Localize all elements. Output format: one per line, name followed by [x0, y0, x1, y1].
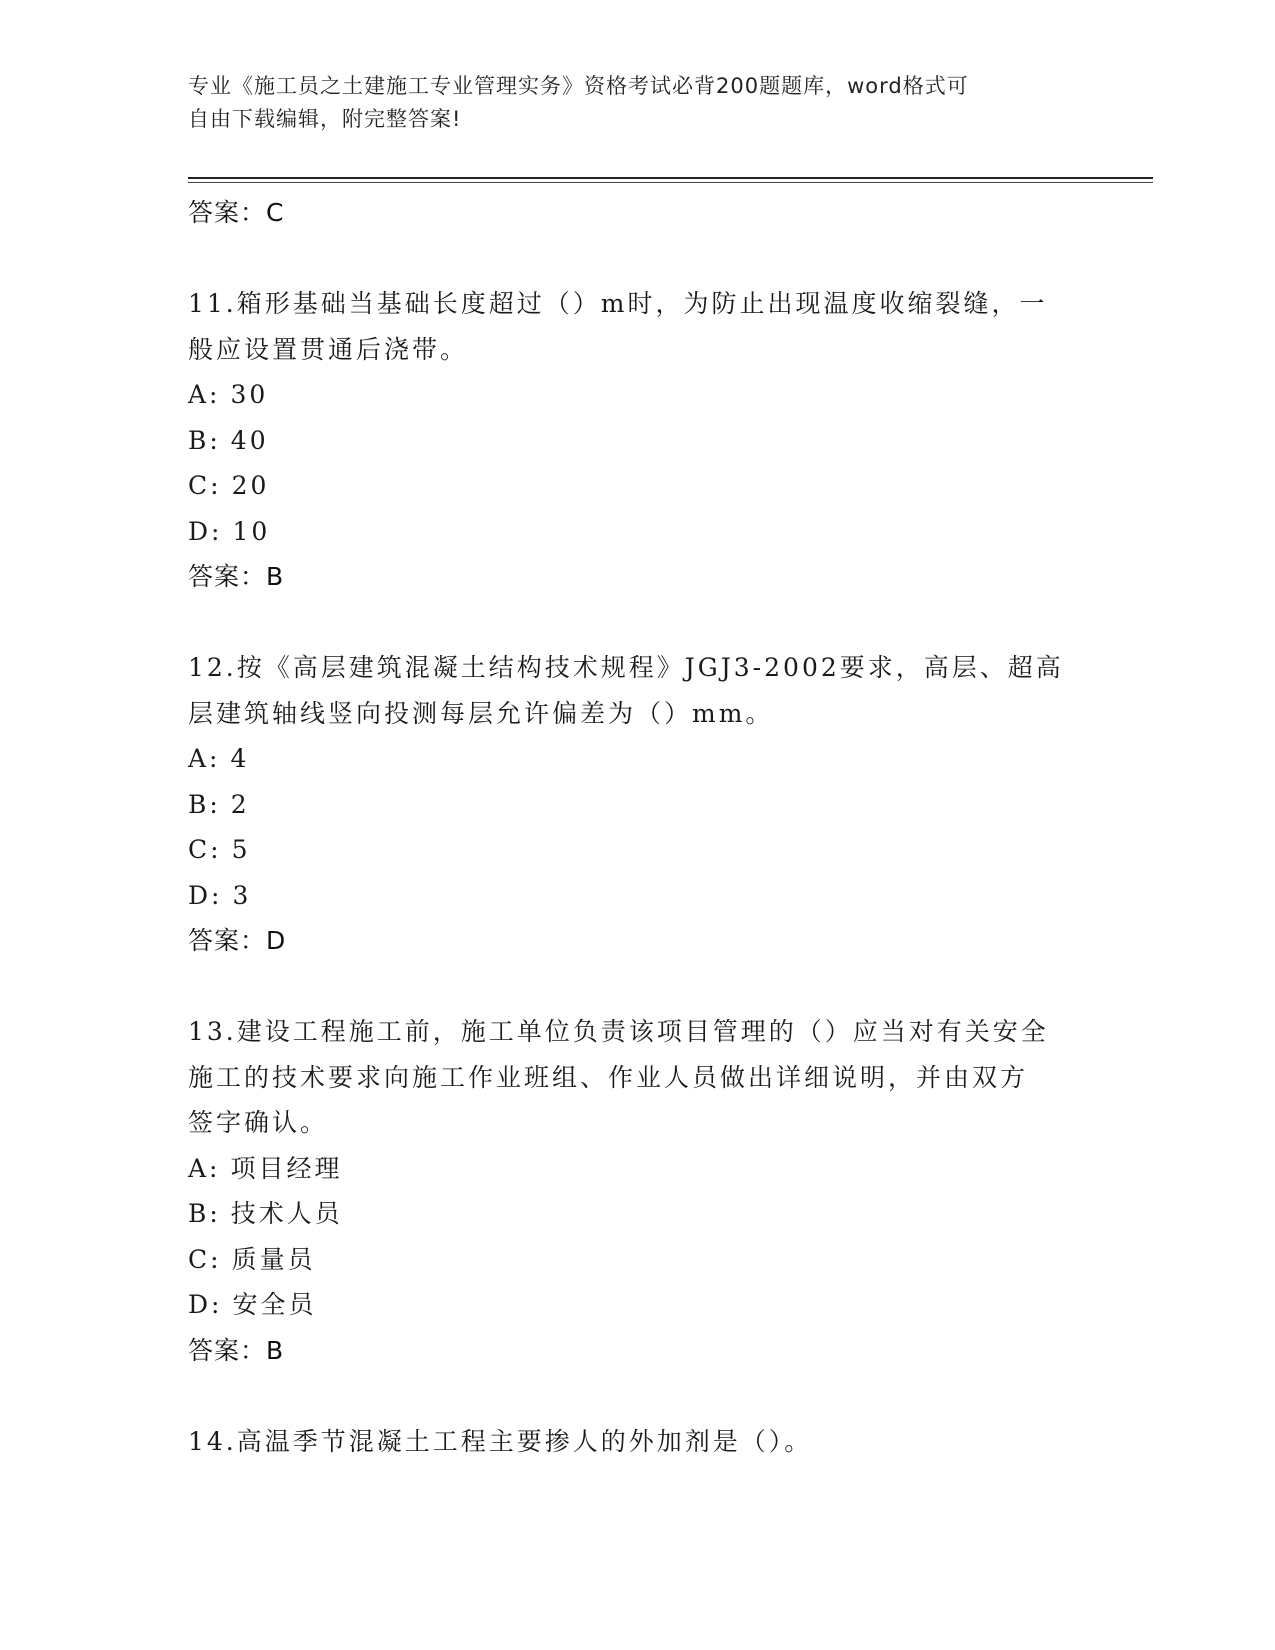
header-line-1: 专业《施工员之土建施工专业管理实务》资格考试必背200题题库，word格式可: [188, 74, 969, 98]
question-block: [188, 281, 1088, 599]
question-line: 施工的技术要求向施工作业班组、作业人员做出详细说明，并由双方: [188, 1062, 1029, 1092]
option-c: C: 质量员: [188, 1244, 316, 1274]
question-line: 14.高温季节混凝土工程主要掺人的外加剂是（）。: [188, 1426, 813, 1456]
question-block: [188, 1419, 1088, 1465]
option-c: C: 5: [188, 835, 251, 864]
question-text: [188, 281, 1088, 372]
answer-line: 答案：C: [188, 198, 285, 227]
option-d: D: 10: [188, 516, 271, 546]
option-b: B: 技术人员: [188, 1199, 343, 1228]
question-line: 11.箱形基础当基础长度超过（）m时，为防止出现温度收缩裂缝，一: [188, 289, 1048, 318]
question-list: [188, 190, 1088, 1464]
question-text: [188, 1419, 1088, 1465]
header-rule-thin: [188, 182, 1153, 183]
question-text: [188, 1009, 1088, 1146]
answer-line: 答案：B: [188, 1335, 285, 1365]
option-a: A: 项目经理: [188, 1153, 343, 1183]
question-line: 般应设置贯通后浇带。: [188, 334, 469, 364]
header-rule-thick: [188, 177, 1153, 179]
option-a: A: 4: [188, 744, 250, 773]
option-b: B: 2: [188, 789, 250, 819]
option-d: D: 安全员: [188, 1290, 317, 1319]
option-a: A: 30: [188, 380, 269, 409]
answer-line: 答案：B: [188, 562, 285, 591]
option-c: C: 20: [188, 471, 270, 500]
question-line: 13.建设工程施工前，施工单位负责该项目管理的（）应当对有关安全: [188, 1017, 1049, 1046]
header-line-2: 自由下载编辑，附完整答案!: [188, 107, 462, 131]
page-header: [188, 70, 1068, 136]
question-block: [188, 645, 1088, 963]
question-text: [188, 645, 1088, 736]
option-b: B: 40: [188, 425, 269, 455]
question-line: 签字确认。: [188, 1108, 329, 1137]
question-block: [188, 1009, 1088, 1373]
option-d: D: 3: [188, 880, 252, 910]
answer-line: 答案：D: [188, 926, 287, 955]
question-line: 12.按《高层建筑混凝土结构技术规程》JGJ3-2002要求，高层、超高: [188, 653, 1064, 682]
question-line: 层建筑轴线竖向投测每层允许偏差为（）mm。: [188, 698, 774, 728]
